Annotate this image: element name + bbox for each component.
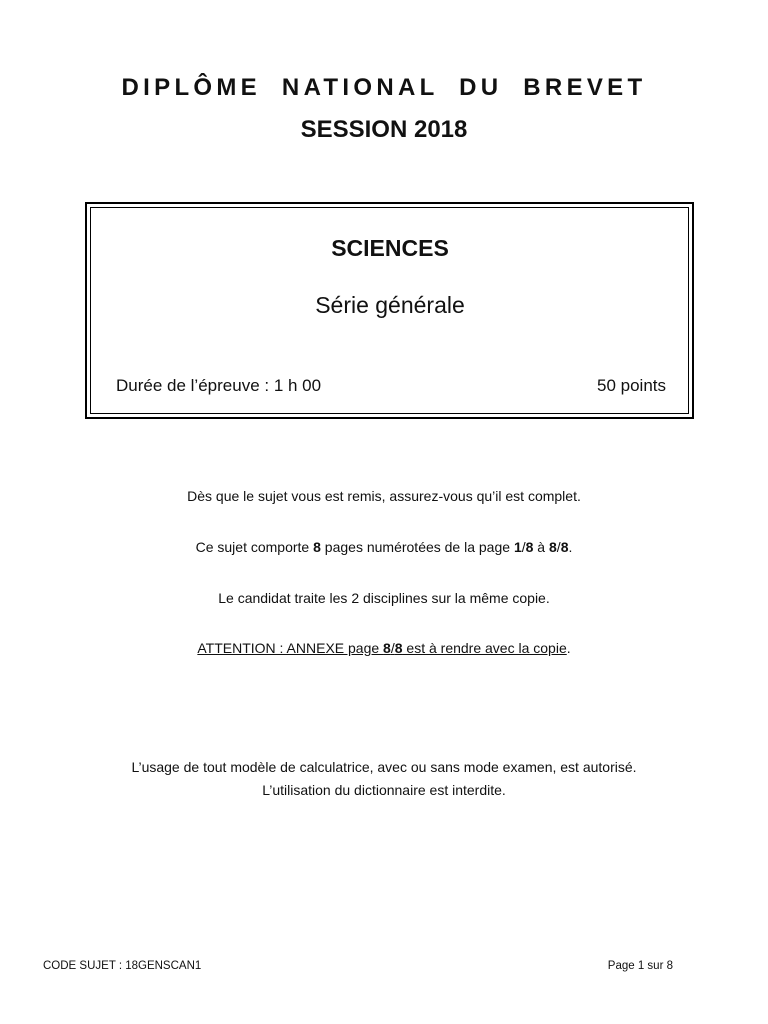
page-number: Page 1 sur 8 [607,960,673,972]
exam-title: DIPLÔME NATIONAL DU BREVET [121,74,647,101]
annex-page-total: 8 [394,640,403,656]
series-label: Série générale [315,292,465,318]
attention-text: ATTENTION : ANNEXE page 8/8 est à rendre avec la copie [197,640,567,656]
page-count-instruction: Ce sujet comporte 8 pages numérotées de la page 1/8 à 8/8. [195,539,573,555]
page-count-number: 8 [313,539,321,555]
attention-suffix: est à rendre avec la copie [402,640,567,656]
annex-page-number: 8 [383,640,391,656]
page-count-text: . [568,539,573,555]
last-page-total: 8 [560,539,569,555]
session-year: SESSION 2018 [300,116,468,143]
completeness-instruction: Dès que le sujet vous est remis, assurez-vous qu’il est complet. [187,488,581,504]
page-count-text: pages numérotées de la page [320,539,514,555]
first-page-number: 1 [513,539,522,555]
first-page-total: 8 [525,539,534,555]
attention-prefix: ATTENTION : ANNEXE page [197,640,384,656]
subject-title: SCIENCES [331,235,449,261]
exam-duration: Durée de l’épreuve : 1 h 00 [116,376,322,395]
dictionary-rule: L’utilisation du dictionnaire est interdite. [262,782,506,798]
calculator-rule: L’usage de tout modèle de calculatrice, avec ou sans mode examen, est autorisé. [131,759,637,775]
attention-end: . [566,640,571,656]
last-page-number: 8 [549,539,557,555]
subject-code: CODE SUJET : 18GENSCAN1 [43,960,202,972]
page-count-text: Ce sujet comporte [195,539,314,555]
page-count-text: à [533,539,549,555]
disciplines-instruction: Le candidat traite les 2 disciplines sur la même copie. [218,590,550,606]
exam-points: 50 points [597,376,666,395]
attention-annex-note [0,640,768,656]
